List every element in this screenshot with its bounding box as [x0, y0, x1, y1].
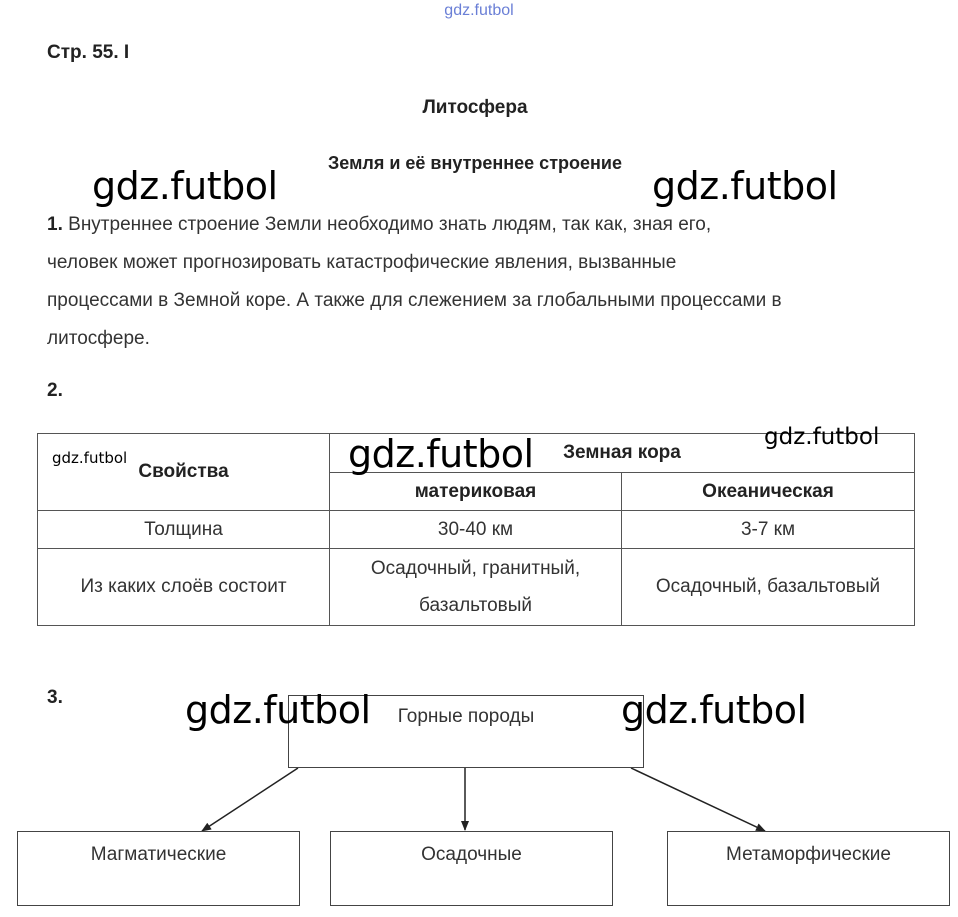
arrow-to-metamorphic [631, 768, 765, 831]
watermark: gdz.futbol [92, 164, 278, 208]
watermark: gdz.futbol [52, 449, 128, 467]
header-continental: материковая [330, 473, 622, 511]
cell-oceanic: Осадочный, базальтовый [622, 549, 915, 626]
watermark: gdz.futbol [348, 432, 534, 476]
cell-property: Из каких слоёв состоит [38, 549, 330, 626]
diagram-child-label: Осадочные [421, 844, 522, 865]
answer-1-line: человек может прогнозировать катастрофические явления, вызванные [47, 252, 677, 273]
question-3-number: 3. [47, 687, 63, 708]
diagram-root-label: Горные породы [397, 706, 535, 727]
section-subtitle: Земля и её внутреннее строение [328, 153, 622, 173]
page-title: Литосфера [422, 97, 528, 118]
cell-continental: Осадочный, гранитный, базальтовый [330, 549, 622, 626]
diagram-child-label: Метаморфические [726, 844, 891, 865]
answer-1-number: 1. [47, 214, 63, 235]
arrow-to-magmatic [202, 768, 298, 831]
watermark-top: gdz.futbol [444, 2, 514, 19]
header-properties: Свойства [38, 434, 330, 511]
watermark: gdz.futbol [185, 688, 371, 732]
cell-continental: 30-40 км [330, 511, 622, 549]
diagram-child-box [667, 831, 950, 906]
watermark: gdz.futbol [652, 164, 838, 208]
header-earth-crust: Земная кора [330, 434, 915, 473]
watermark: gdz.futbol [764, 424, 880, 450]
diagram-child-label: Магматические [90, 844, 227, 865]
cell-property: Толщина [38, 511, 330, 549]
watermark: gdz.futbol [621, 688, 807, 732]
diagram-child-box [330, 831, 613, 906]
page-reference: Стр. 55. I [47, 42, 130, 63]
answer-1-line: процессами в Земной коре. А также для слежением за глобальными процессами в [47, 290, 782, 311]
answer-1-line: литосфере. [47, 328, 150, 349]
header-oceanic: Океаническая [622, 473, 915, 511]
answer-1-line: 1. Внутреннее строение Земли необходимо знать людям, так как, зная его, [47, 214, 712, 235]
question-2-number: 2. [47, 380, 63, 401]
cell-oceanic: 3-7 км [622, 511, 915, 549]
diagram-child-box [17, 831, 300, 906]
